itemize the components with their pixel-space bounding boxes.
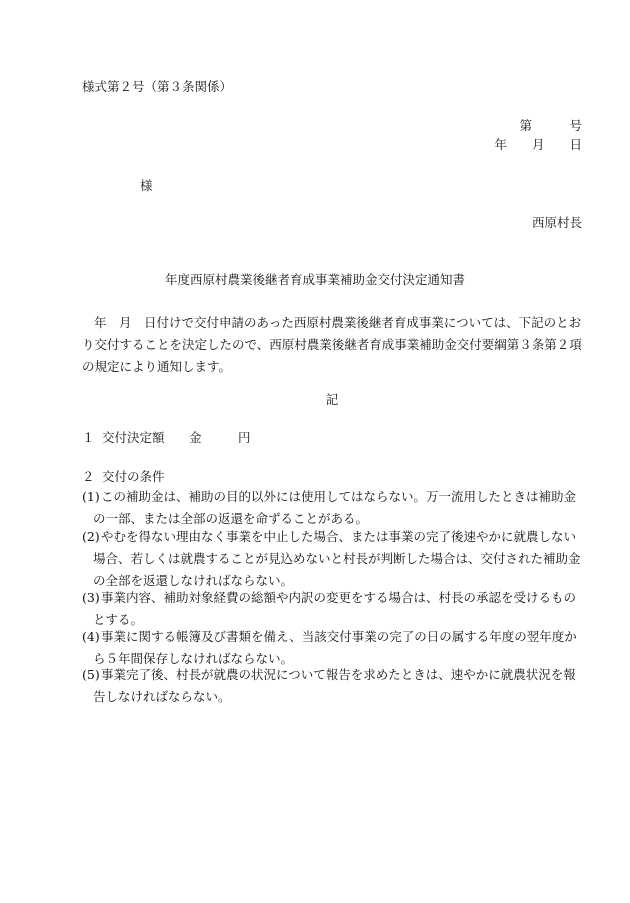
form-label: 様式第２号（第３条関係） bbox=[82, 79, 233, 94]
condition-number: (1) bbox=[82, 489, 100, 504]
ki-heading: 記 bbox=[325, 392, 339, 407]
condition-text: この補助金は、補助の目的以外には使用してはならない。万一流用したときは補助金の一部、または全部の返還を命ずることがある。 bbox=[93, 489, 577, 526]
condition-text: 事業完了後、村長が就農の状況について報告を求めたときは、速やかに就農状況を報告しなければならない。 bbox=[93, 667, 576, 704]
section-number: １ bbox=[82, 430, 95, 445]
condition-text: 事業に関する帳簿及び書類を備え、当該交付事業の完了の日の属する年度の翌年度から５年間保存しなければならない。 bbox=[93, 629, 577, 666]
sender: 西原村長 bbox=[531, 215, 582, 230]
document-number: 第 号 bbox=[519, 118, 582, 133]
issue-date: 年 月 日 bbox=[494, 137, 582, 152]
condition-item bbox=[82, 587, 587, 631]
condition-number: (4) bbox=[82, 629, 100, 644]
amount-prefix: 金 bbox=[189, 430, 202, 445]
amount-unit: 円 bbox=[238, 430, 251, 445]
condition-number: (2) bbox=[82, 529, 100, 544]
section-label: 交付決定額 bbox=[102, 430, 165, 445]
condition-number: (5) bbox=[82, 667, 100, 682]
intro-paragraph: 年 月 日付けで交付申請のあった西原村農業後継者育成事業については、下記のとおり交付することを決定したので、西原村農業後継者育成事業補助金交付要綱第３条第２項の規定により通知します。 bbox=[82, 315, 582, 374]
condition-item bbox=[82, 486, 587, 530]
condition-item bbox=[82, 664, 587, 708]
section-number: ２ bbox=[82, 469, 95, 484]
condition-text: 事業内容、補助対象経費の総額や内訳の変更をする場合は、村長の承認を受けるものとする。 bbox=[93, 590, 577, 627]
condition-item bbox=[82, 526, 587, 592]
condition-text: やむを得ない理由なく事業を中止した場合、または事業の完了後速やかに就農しない場合、若しくは就農することが見込めないと村長が判断した場合は、交付された補助金の全部を返還しなければならない。 bbox=[93, 529, 581, 588]
addressee: 様 bbox=[140, 178, 153, 193]
document-title: 年度西原村農業後継者育成事業補助金交付決定通知書 bbox=[164, 272, 465, 287]
section-label: 交付の条件 bbox=[102, 469, 165, 484]
condition-number: (3) bbox=[82, 590, 100, 605]
